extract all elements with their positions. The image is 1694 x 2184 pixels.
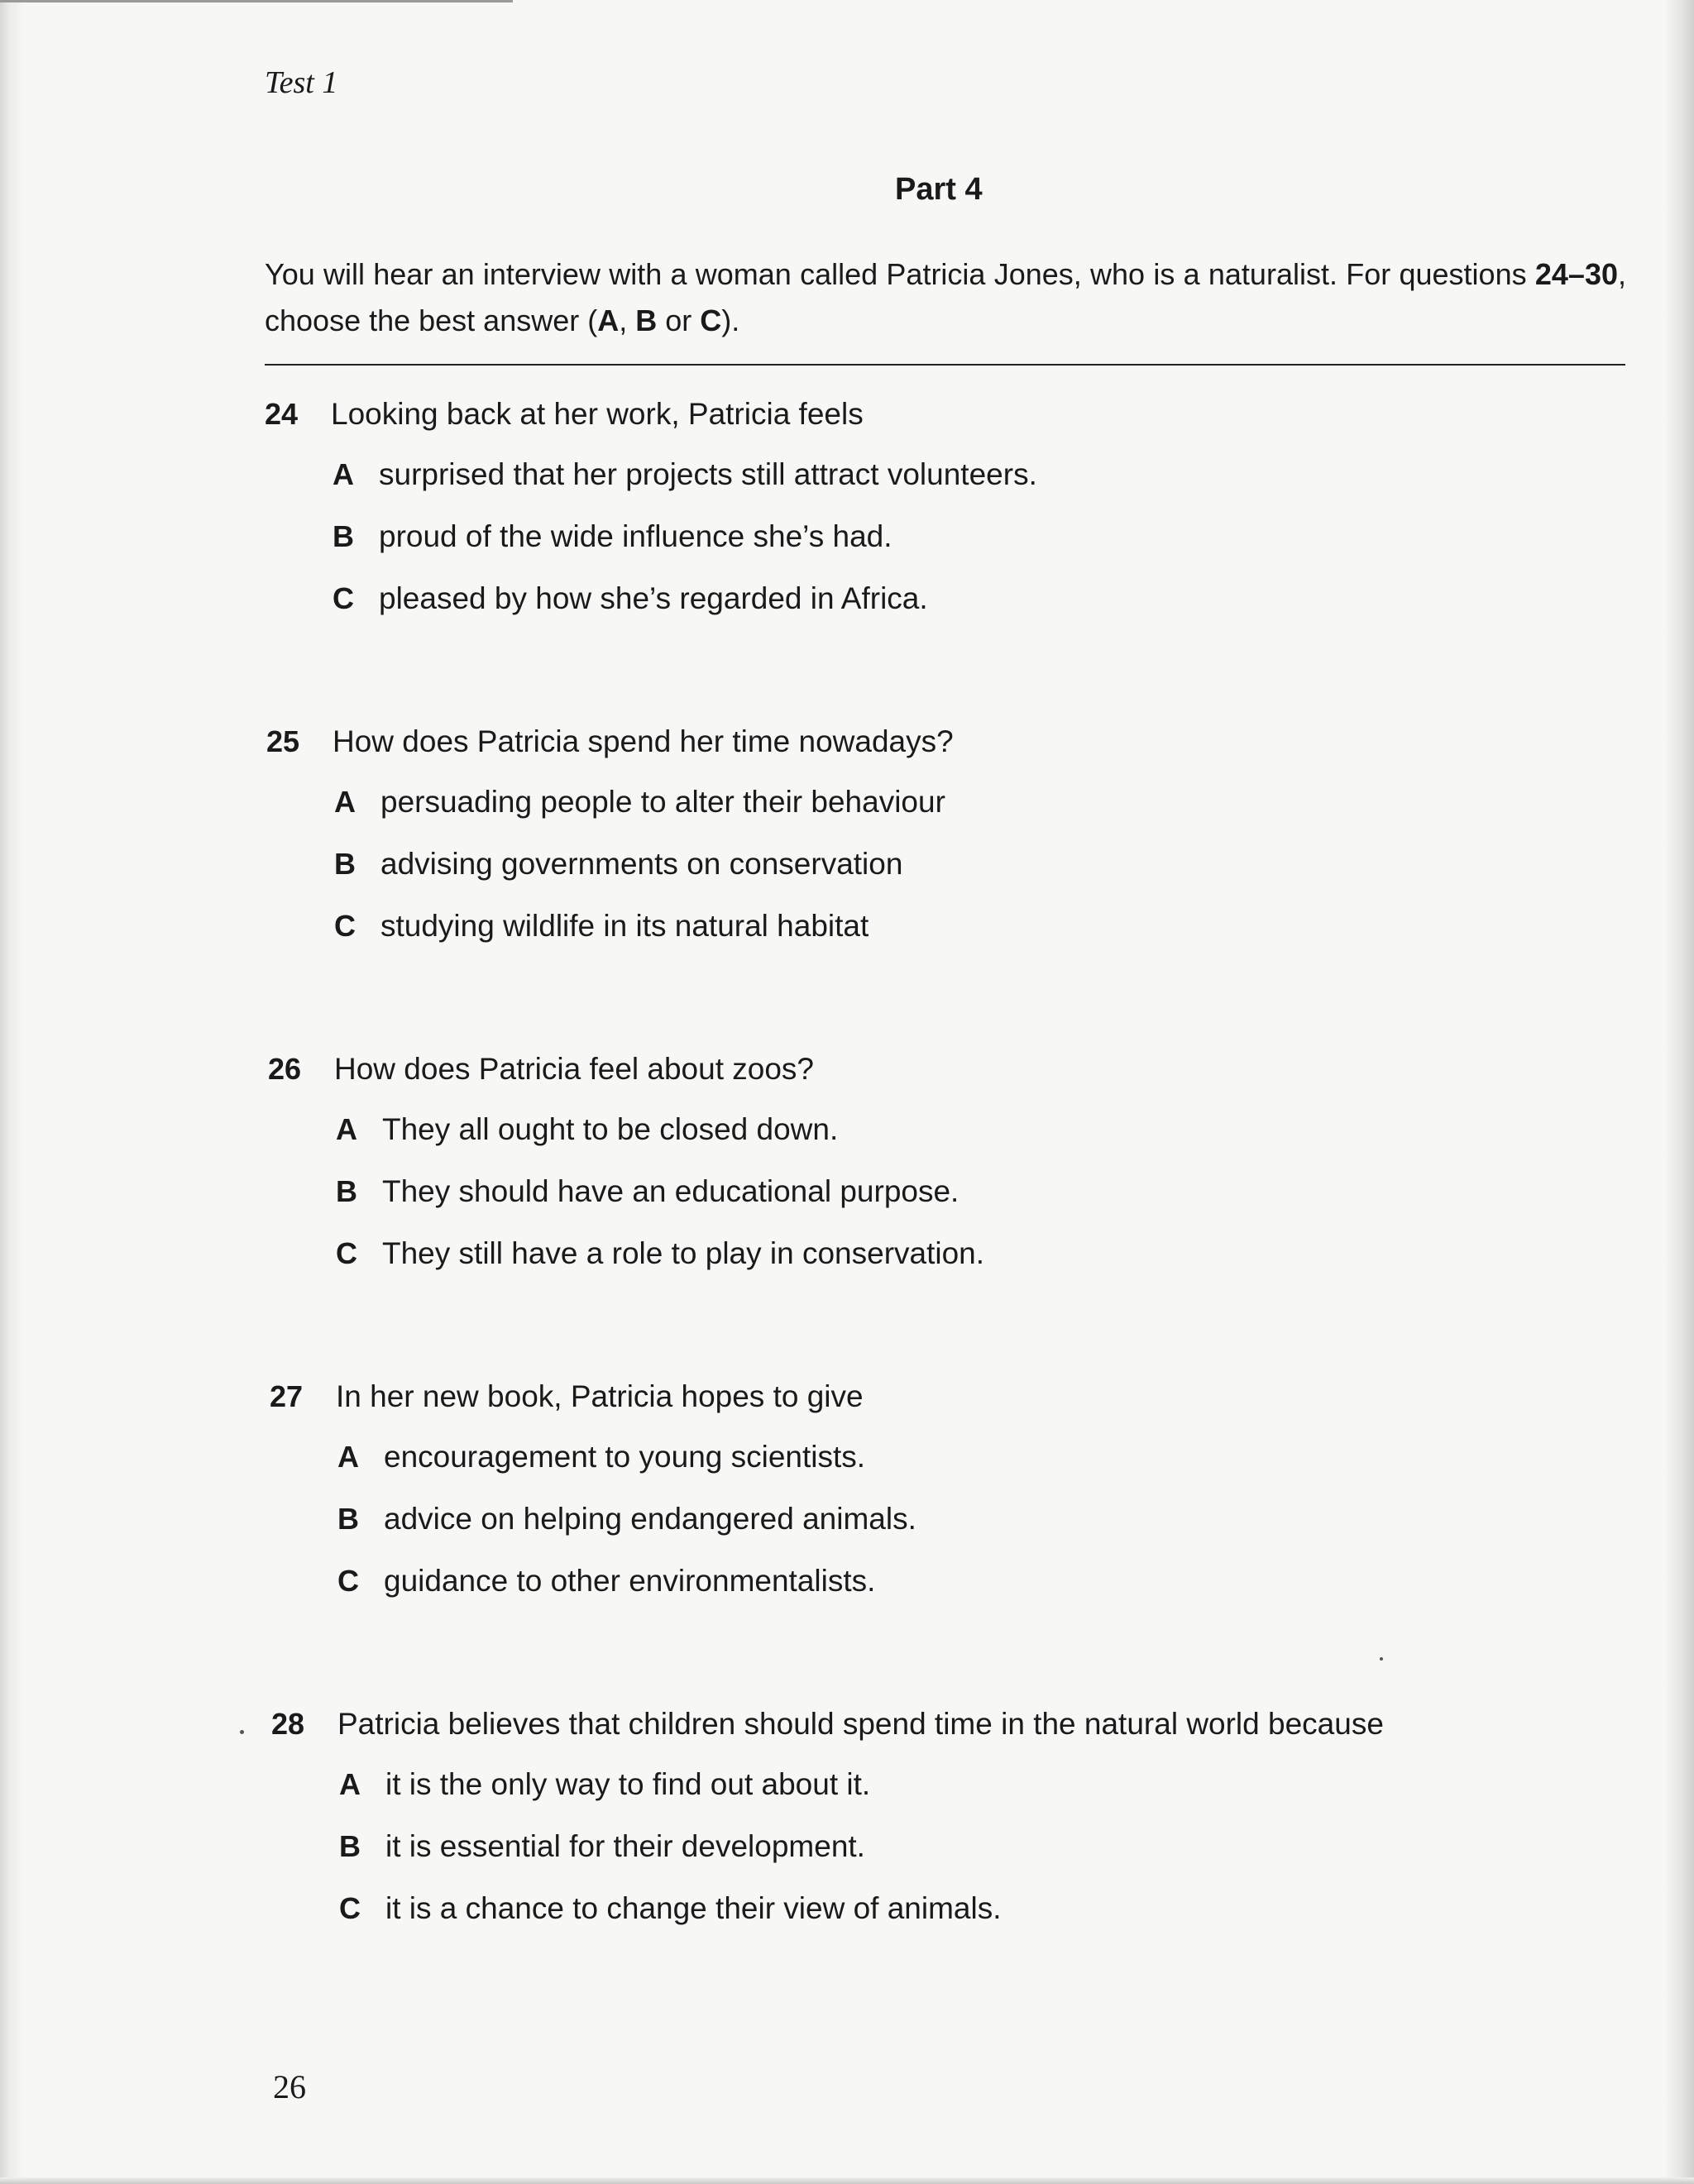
option-letter: A <box>339 1767 361 1801</box>
scan-edge-top <box>0 0 513 2</box>
option-text: They should have an educational purpose. <box>382 1174 959 1208</box>
option-letter: A <box>334 785 356 819</box>
instructions-middle: , choose the best answer ( <box>265 257 1626 337</box>
question-28 <box>271 1707 1595 1953</box>
option-letter: B <box>339 1829 361 1863</box>
option-text: surprised that her projects still attract volunteers. <box>379 457 1037 491</box>
option-text: encouragement to young scientists. <box>384 1440 866 1474</box>
option-letter: B <box>334 847 356 881</box>
option-b <box>266 847 1590 909</box>
option-letter: C <box>334 909 356 943</box>
option-a <box>265 457 1588 519</box>
option-c <box>270 1564 1593 1626</box>
question-stem: In her new book, Patricia hopes to give <box>336 1379 864 1413</box>
question-26 <box>268 1052 1591 1298</box>
scan-edge-right <box>1664 0 1694 2184</box>
option-letter: C <box>333 581 354 615</box>
question-stem: How does Patricia feel about zoos? <box>334 1052 815 1086</box>
question-number: 28 <box>271 1707 305 1741</box>
instructions-range: 24–30 <box>1534 257 1618 291</box>
option-text: persuading people to alter their behaviour <box>380 785 945 819</box>
option-a <box>268 1112 1591 1174</box>
option-text: pleased by how she’s regarded in Africa. <box>379 581 928 615</box>
option-c <box>271 1891 1595 1953</box>
option-text: it is a chance to change their view of animals. <box>385 1891 1002 1925</box>
option-a <box>270 1440 1593 1502</box>
instructions-line1: You will hear an interview with a woman called Patricia Jones, who is a naturalist. For questions <box>265 257 1527 291</box>
question-stem: Patricia believes that children should spend time in the natural world because <box>337 1707 1384 1741</box>
question-stem: Looking back at her work, Patricia feels <box>331 397 864 431</box>
question-number: 26 <box>268 1052 302 1086</box>
option-c <box>268 1236 1591 1298</box>
option-c <box>266 909 1590 971</box>
scan-edge-left <box>0 0 25 2184</box>
instructions-or: or <box>657 303 701 337</box>
option-letter: B <box>337 1502 359 1536</box>
option-letter: C <box>337 1564 359 1598</box>
option-a <box>271 1767 1595 1829</box>
option-text: it is the only way to find out about it. <box>385 1767 871 1801</box>
instructions <box>265 251 1626 344</box>
option-text: proud of the wide influence she’s had. <box>379 519 892 553</box>
option-letter: C <box>336 1236 357 1270</box>
option-letter: C <box>339 1891 361 1925</box>
instructions-b: B <box>635 303 658 337</box>
question-27 <box>270 1379 1593 1626</box>
question-number: 27 <box>270 1379 304 1413</box>
option-text: guidance to other environmentalists. <box>384 1564 876 1598</box>
option-letter: A <box>333 457 354 491</box>
option-letter: B <box>333 519 354 553</box>
option-letter: A <box>336 1112 357 1146</box>
instructions-end: ). <box>721 303 740 337</box>
question-stem: How does Patricia spend her time nowadays? <box>333 724 954 758</box>
option-text: advising governments on conservation <box>380 847 903 881</box>
running-head: Test 1 <box>265 65 338 100</box>
question-number: 24 <box>265 397 299 431</box>
option-text: it is essential for their development. <box>385 1829 865 1863</box>
option-b <box>270 1502 1593 1564</box>
instructions-comma: , <box>619 303 636 337</box>
question-number: 25 <box>266 724 300 758</box>
option-text: They still have a role to play in conservation. <box>382 1236 985 1270</box>
option-b <box>265 519 1588 581</box>
question-25 <box>266 724 1590 971</box>
scan-speck <box>240 1730 244 1734</box>
instructions-a: A <box>597 303 620 337</box>
scan-speck <box>1380 1657 1383 1661</box>
page-number: 26 <box>273 2068 306 2105</box>
question-24 <box>265 397 1588 643</box>
option-letter: A <box>337 1440 359 1474</box>
option-b <box>268 1174 1591 1236</box>
option-text: They all ought to be closed down. <box>382 1112 839 1146</box>
option-text: studying wildlife in its natural habitat <box>380 909 869 943</box>
divider-rule <box>265 364 1625 366</box>
part-title: Part 4 <box>895 172 983 207</box>
option-letter: B <box>336 1174 357 1208</box>
scan-edge-bottom <box>0 2177 1694 2184</box>
option-b <box>271 1829 1595 1891</box>
instructions-c: C <box>700 303 722 337</box>
option-text: advice on helping endangered animals. <box>384 1502 916 1536</box>
option-a <box>266 785 1590 847</box>
option-c <box>265 581 1588 643</box>
